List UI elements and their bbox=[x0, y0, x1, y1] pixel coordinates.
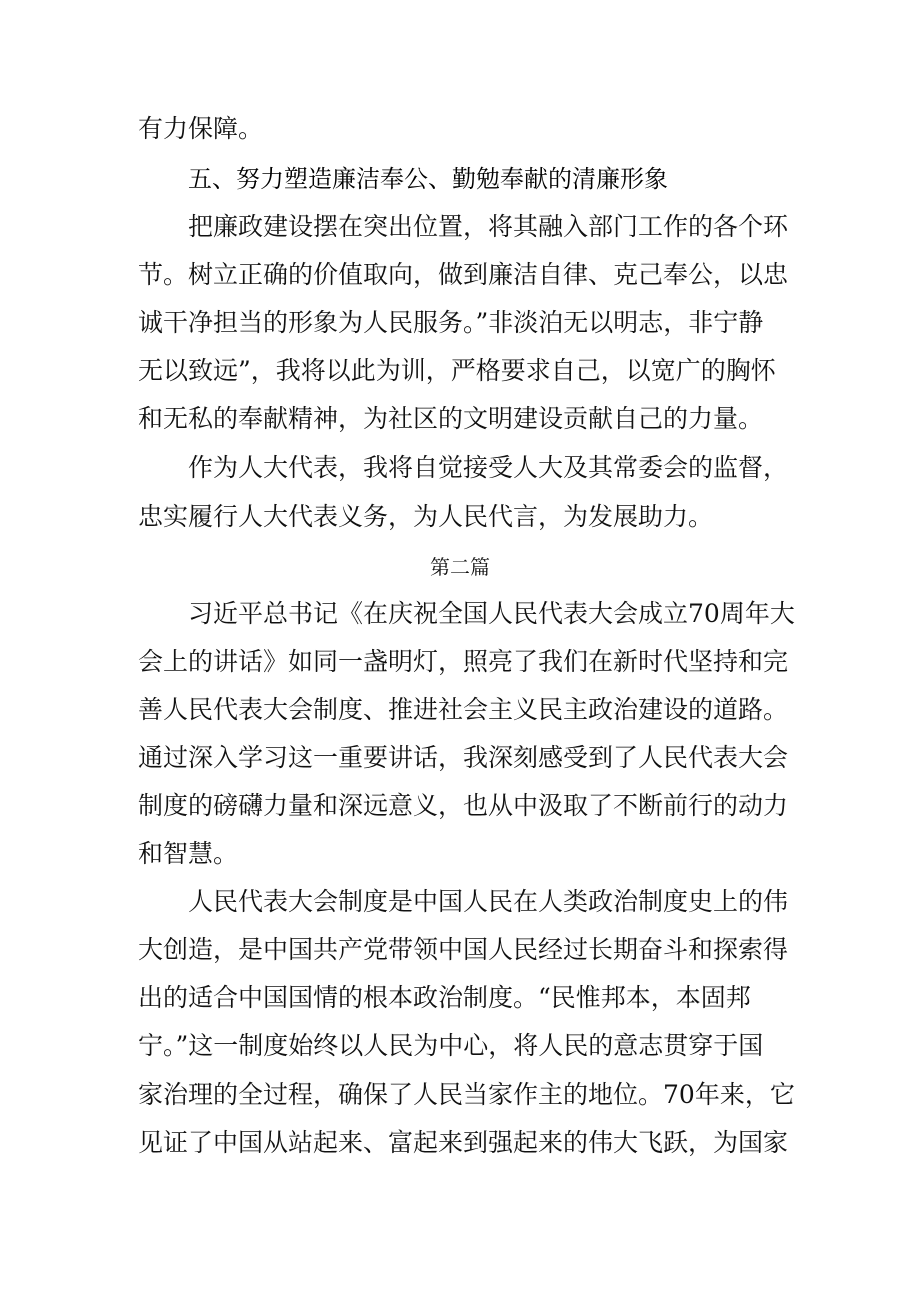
text-line: 大创造，是中国共产党带领中国人民经过长期奋斗和探索得 bbox=[138, 935, 789, 964]
text-line: 有力保障。 bbox=[138, 114, 264, 143]
text-line: 出的适合中国国情的根本政治制度。“民惟邦本，本固邦 bbox=[138, 983, 751, 1012]
text-line: 节。树立正确的价值取向，做到廉洁自律、克己奉公，以忠 bbox=[138, 260, 789, 289]
text-line: 见证了中国从站起来、富起来到强起来的伟大飞跃，为国家 bbox=[138, 1128, 789, 1157]
text-line: 善人民代表大会制度、推进社会主义民主政治建设的道路。 bbox=[138, 695, 789, 724]
text-line: 宁。”这一制度始终以人民为中心，将人民的意志贯穿于国 bbox=[138, 1031, 764, 1060]
text-line: 诚干净担当的形象为人民服务。”非淡泊无以明志，非宁静 bbox=[138, 308, 764, 337]
text-line: 会上的讲话》如同一盏明灯，照亮了我们在新时代坚持和完 bbox=[138, 647, 789, 676]
text-line: 和无私的奉献精神，为社区的文明建设贡献自己的力量。 bbox=[138, 404, 764, 433]
text-line: 通过深入学习这一重要讲话，我深刻感受到了人民代表大会 bbox=[138, 743, 789, 772]
text-line: 忠实履行人大代表义务，为人民代言，为发展助力。 bbox=[138, 502, 714, 531]
text-line: 习近平总书记《在庆祝全国人民代表大会成立70周年大 bbox=[188, 599, 795, 628]
text-line: 制度的磅礴力量和深远意义，也从中汲取了不断前行的动力 bbox=[138, 791, 789, 820]
text-line: 作为人大代表，我将自觉接受人大及其常委会的监督， bbox=[188, 453, 789, 482]
text-line: 人民代表大会制度是中国人民在人类政治制度史上的伟 bbox=[188, 887, 789, 916]
part-title: 第二篇 bbox=[430, 555, 490, 579]
text-line: 家治理的全过程，确保了人民当家作主的地位。70年来，它 bbox=[138, 1080, 795, 1109]
section-heading: 五、努力塑造廉洁奉公、勤勉奉献的清廉形象 bbox=[188, 165, 668, 193]
text-line: 和智慧。 bbox=[138, 839, 239, 868]
text-line: 把廉政建设摆在突出位置，将其融入部门工作的各个环 bbox=[188, 212, 789, 241]
text-line: 无以致远”，我将以此为训，严格要求自己，以宽广的胸怀 bbox=[138, 356, 776, 385]
